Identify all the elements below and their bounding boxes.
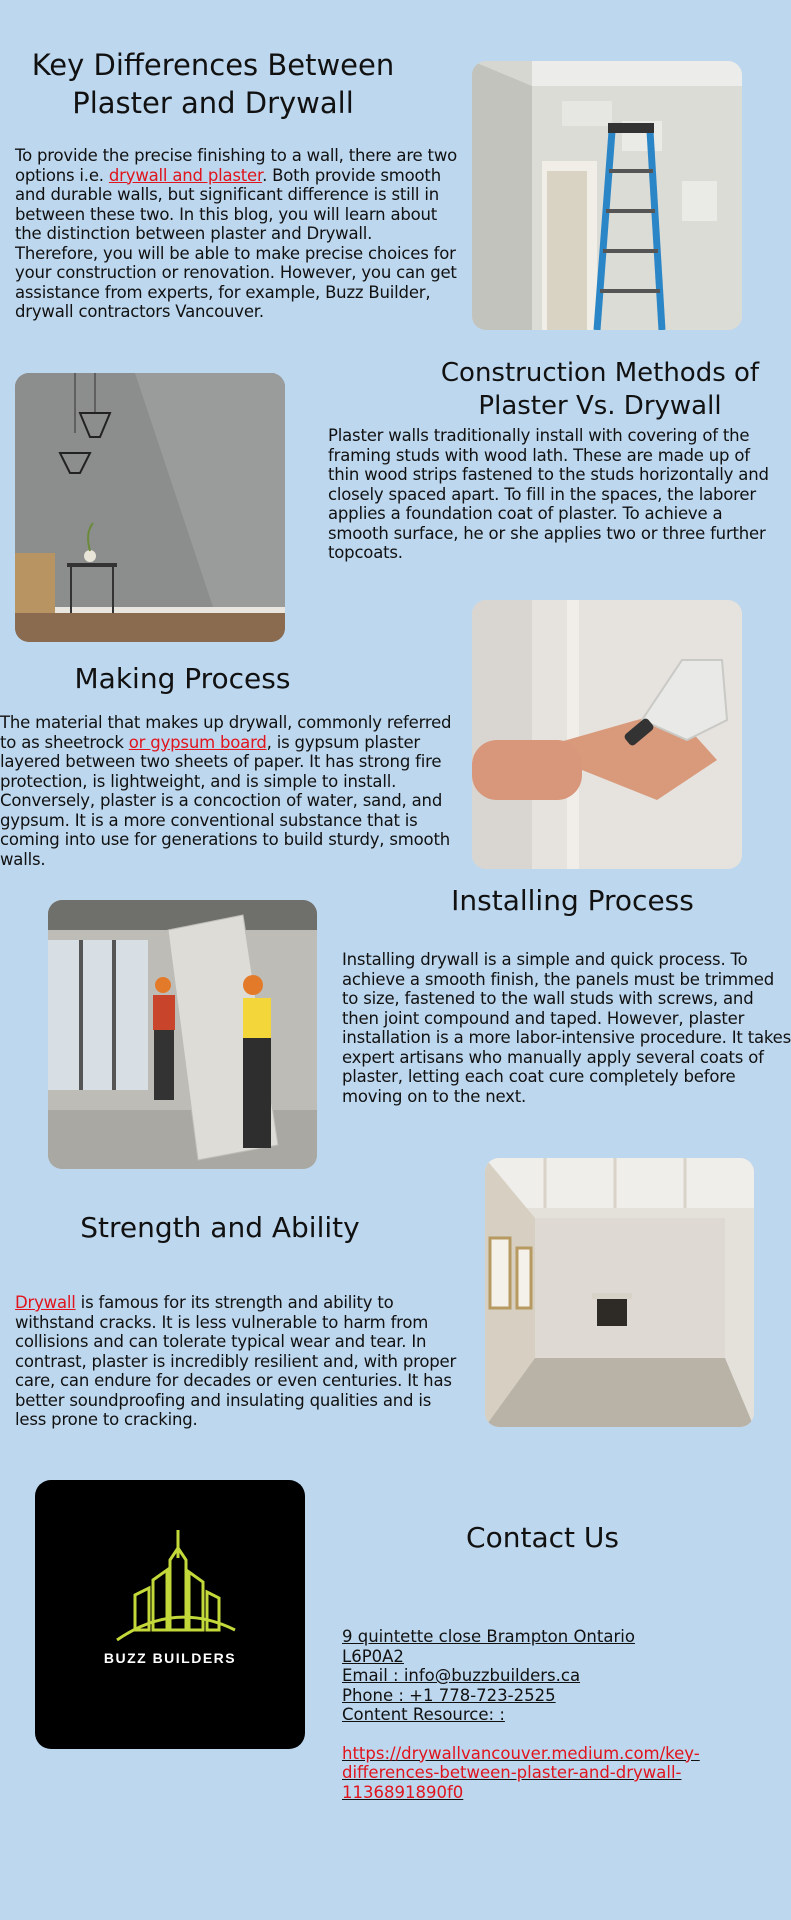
photo-grey-room-lamps (15, 373, 285, 642)
content-resource-label: Content Resource: : (342, 1705, 505, 1724)
intro-paragraph: To provide the precise finishing to a wall, there are two options i.e. drywall and plaster. Both provide smooth and durable walls, but significant difference is still in between these two. In this blog, you will learn about the distinction between plaster and Drywall. Therefore, you will be able to make precise choices for your construction or renovation. However, you can get assistance from experts, for example, Buzz Builder, drywall contractors Vancouver. (15, 146, 458, 321)
title-strength-ability: Strength and Ability (80, 1211, 360, 1244)
photo-empty-room (485, 1158, 754, 1427)
title-key-differences: Key Differences Between Plaster and Drywall (31, 48, 395, 120)
title-installing-process: Installing Process (451, 884, 694, 917)
email-line[interactable]: Email : info@buzzbuilders.ca (342, 1666, 581, 1685)
contact-details (342, 1627, 782, 1802)
title-construction-methods: Construction Methods of Plaster Vs. Drywall (440, 358, 760, 421)
photo-workers-drywall-panel (48, 900, 317, 1169)
drywall-and-plaster-link[interactable]: drywall and plaster (108, 165, 263, 185)
source-url-link[interactable]: https://drywallvancouver.medium.com/key- differences-between-plaster-and-drywall- 1136891890f0 (342, 1743, 700, 1802)
building-icon (35, 1480, 305, 1749)
buzz-builders-logo (35, 1480, 305, 1749)
strength-paragraph: Drywall is famous for its strength and ability to withstand cracks. It is less vulnerable to harm from collisions and can tolerate typical wear and tear. In contrast, plaster is incredibly resilient and, with proper care, can endure for decades or even centuries. It has better soundproofing and insulating qualities and is less prone to cracking. (15, 1293, 457, 1429)
logo-text: BUZZ BUILDERS (103, 1650, 237, 1666)
installing-paragraph: Installing drywall is a simple and quick process. To achieve a smooth finish, the panels must be trimmed to size, fastened to the wall studs with screws, and then joint compound and taped. However, plaster installation is a more labor-intensive procedure. It takes expert artisans who manually apply several coats of plaster, letting each coat cure completely before moving on to the next. (342, 950, 791, 1106)
photo-room-ladder (472, 61, 742, 330)
drywall-link[interactable]: Drywall (15, 1293, 76, 1312)
title-making-process: Making Process (74, 662, 291, 695)
title-contact-us: Contact Us (466, 1521, 619, 1554)
gypsum-board-link[interactable]: or gypsum board (128, 732, 267, 752)
address-line-1: 9 quintette close Brampton Ontario (342, 1627, 635, 1646)
construction-paragraph: Plaster walls traditionally install with covering of the framing studs with wood lath. These are made up of thin wood strips fastened to the studs horizontally and closely spaced apart. To fill in the spaces, the laborer applies a foundation coat of plaster. To achieve a smooth surface, he or she applies two or three further topcoats. (328, 426, 769, 562)
address-line-2: L6P0A2 (342, 1646, 404, 1666)
making-paragraph: The material that makes up drywall, commonly referred to as sheetrock or gypsum board, is gypsum plaster layered between two sheets of paper. It has strong fire protection, is lightweight, and is simple to install. Conversely, plaster is a concoction of water, sand, and gypsum. It is a more conventional substance that is coming into use for generations to build sturdy, smooth walls. (0, 713, 452, 869)
photo-hand-spackle (472, 600, 742, 869)
phone-line[interactable]: Phone : +1 778-723-2525 (342, 1685, 556, 1705)
